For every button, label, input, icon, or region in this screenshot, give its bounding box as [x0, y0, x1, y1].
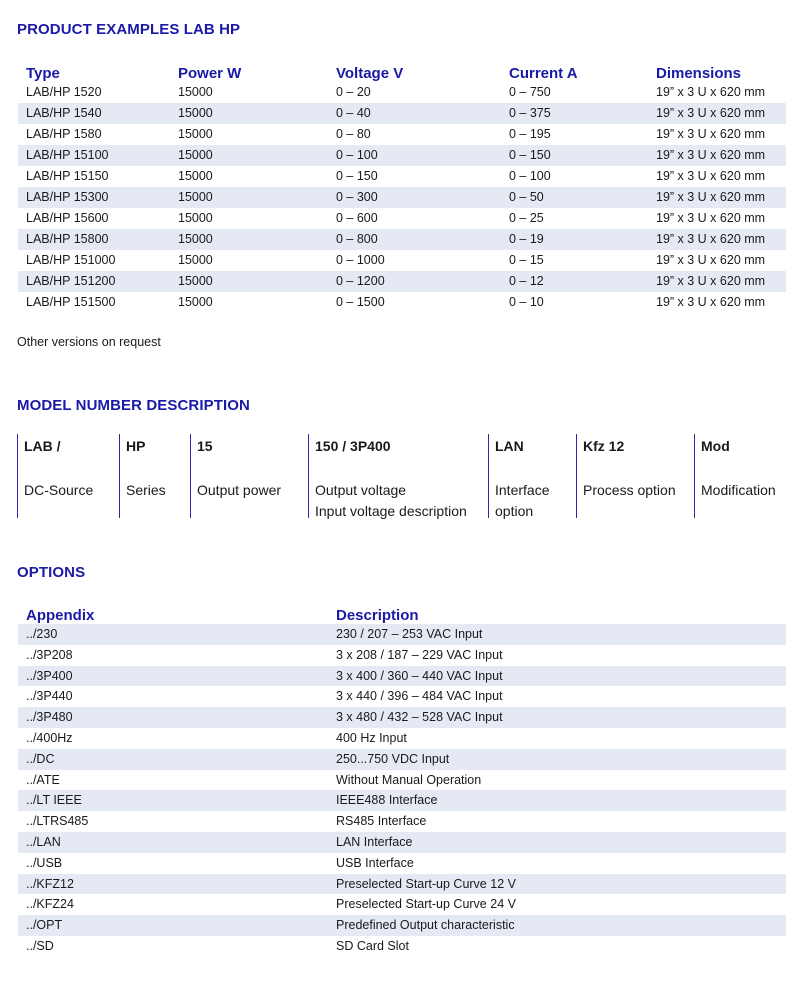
cell-dimensions: 19” x 3 U x 620 mm [656, 295, 766, 309]
cell-dimensions: 19” x 3 U x 620 mm [648, 187, 786, 208]
cell-type: LAB/HP 1520 [26, 85, 102, 99]
model-part-code: 150 / 3P400 [315, 438, 391, 454]
cell-voltage: 0 – 20 [336, 85, 371, 99]
model-part [119, 434, 190, 518]
cell-voltage: 0 – 150 [336, 169, 378, 183]
model-part [576, 434, 694, 518]
cell-voltage: 0 – 800 [328, 229, 501, 250]
cell-description: 3 x 480 / 432 – 528 VAC Input [328, 707, 786, 728]
cell-type: LAB/HP 15800 [18, 229, 170, 250]
cell-dimensions: 19” x 3 U x 620 mm [656, 211, 766, 225]
model-part-description: Modification [701, 482, 776, 498]
table-row [18, 790, 786, 811]
product-table-header-row [18, 60, 786, 82]
cell-type: LAB/HP 1580 [26, 127, 102, 141]
cell-power: 15000 [178, 211, 213, 225]
table-row [18, 874, 786, 895]
cell-appendix: ../LTRS485 [26, 814, 89, 829]
cell-current: 0 – 50 [501, 187, 648, 208]
cell-description: 250...750 VDC Input [328, 749, 786, 770]
cell-current: 0 – 375 [501, 103, 648, 124]
table-row [18, 292, 786, 313]
cell-appendix: ../ATE [26, 772, 60, 787]
other-versions-note: Other versions on request [17, 335, 161, 349]
table-row [18, 82, 786, 103]
cell-type: LAB/HP 15150 [26, 169, 109, 183]
cell-current: 0 – 750 [509, 85, 551, 99]
model-part-description: Interface option [495, 482, 550, 519]
model-number-breakdown [17, 434, 784, 518]
table-row [18, 103, 786, 124]
cell-dimensions: 19” x 3 U x 620 mm [648, 103, 786, 124]
table-row [18, 145, 786, 166]
table-row [18, 749, 786, 770]
table-row [18, 832, 786, 853]
table-row [18, 271, 786, 292]
cell-description: 3 x 400 / 360 – 440 VAC Input [328, 666, 786, 687]
cell-type: LAB/HP 15100 [18, 145, 170, 166]
cell-description: Preselected Start-up Curve 24 V [336, 897, 516, 912]
table-row [18, 707, 786, 728]
cell-appendix: ../3P480 [18, 707, 328, 728]
cell-power: 15000 [178, 253, 213, 267]
cell-description: RS485 Interface [336, 814, 427, 829]
cell-type: LAB/HP 1540 [18, 103, 170, 124]
cell-power: 15000 [170, 187, 328, 208]
cell-power: 15000 [178, 85, 213, 99]
cell-appendix: ../USB [26, 855, 63, 870]
cell-voltage: 0 – 40 [328, 103, 501, 124]
model-part-code: 15 [197, 438, 213, 454]
table-row [18, 624, 786, 645]
product-examples-title: PRODUCT EXAMPLES LAB HP [17, 21, 241, 38]
cell-type: LAB/HP 151500 [26, 295, 116, 309]
model-part-code: LAN [495, 438, 524, 454]
table-row [18, 770, 786, 791]
header-type: Type [26, 65, 60, 82]
cell-appendix: ../DC [18, 749, 328, 770]
cell-current: 0 – 100 [509, 169, 551, 183]
cell-dimensions: 19” x 3 U x 620 mm [656, 85, 766, 99]
cell-appendix: ../3P208 [26, 647, 73, 662]
model-part [694, 434, 784, 518]
table-row [18, 166, 786, 187]
model-number-title: MODEL NUMBER DESCRIPTION [17, 397, 250, 414]
cell-type: LAB/HP 15600 [26, 211, 109, 225]
cell-dimensions: 19” x 3 U x 620 mm [648, 229, 786, 250]
cell-description: USB Interface [336, 855, 414, 870]
cell-description: Preselected Start-up Curve 12 V [328, 874, 786, 895]
cell-dimensions: 19” x 3 U x 620 mm [648, 145, 786, 166]
cell-appendix: ../LT IEEE [18, 790, 328, 811]
model-part-code: Kfz 12 [583, 438, 625, 454]
table-row [18, 666, 786, 687]
table-row [18, 853, 786, 874]
cell-current: 0 – 19 [501, 229, 648, 250]
model-part [17, 434, 119, 518]
cell-voltage: 0 – 80 [336, 127, 371, 141]
cell-power: 15000 [178, 127, 213, 141]
cell-type: LAB/HP 15300 [18, 187, 170, 208]
model-part [190, 434, 308, 518]
table-row [18, 686, 786, 707]
model-part-description: Series [126, 482, 166, 498]
cell-description: 3 x 440 / 396 – 484 VAC Input [336, 689, 503, 704]
cell-dimensions: 19” x 3 U x 620 mm [656, 253, 766, 267]
model-part-description: DC-Source [24, 482, 94, 498]
cell-appendix: ../3P400 [18, 666, 328, 687]
cell-power: 15000 [178, 295, 213, 309]
cell-current: 0 – 25 [509, 211, 544, 225]
cell-appendix: ../400Hz [26, 730, 73, 745]
cell-current: 0 – 150 [501, 145, 648, 166]
model-part-code: HP [126, 438, 146, 454]
cell-description: LAN Interface [328, 832, 786, 853]
model-part-code: Mod [701, 438, 730, 454]
cell-dimensions: 19” x 3 U x 620 mm [656, 169, 766, 183]
cell-voltage: 0 – 1200 [328, 271, 501, 292]
model-part-description: Process option [583, 482, 676, 498]
product-examples-table [18, 60, 786, 313]
cell-voltage: 0 – 1500 [336, 295, 385, 309]
cell-current: 0 – 12 [501, 271, 648, 292]
cell-dimensions: 19” x 3 U x 620 mm [656, 127, 766, 141]
header-dimensions: Dimensions [656, 65, 742, 82]
cell-description: IEEE488 Interface [328, 790, 786, 811]
cell-current: 0 – 195 [509, 127, 551, 141]
model-part-code: LAB / [24, 438, 61, 454]
cell-dimensions: 19” x 3 U x 620 mm [648, 271, 786, 292]
cell-description: 3 x 208 / 187 – 229 VAC Input [336, 647, 503, 662]
table-row [18, 645, 786, 666]
cell-appendix: ../KFZ24 [26, 897, 74, 912]
table-row [18, 936, 786, 957]
cell-voltage: 0 – 1000 [336, 253, 385, 267]
cell-type: LAB/HP 151000 [26, 253, 116, 267]
model-part-description: Output voltage Input voltage description [315, 482, 467, 519]
model-part-description: Output power [197, 482, 282, 498]
cell-appendix: ../230 [18, 624, 328, 645]
cell-description: 230 / 207 – 253 VAC Input [328, 624, 786, 645]
table-row [18, 915, 786, 936]
cell-power: 15000 [170, 271, 328, 292]
table-row [18, 811, 786, 832]
table-row [18, 124, 786, 145]
cell-appendix: ../SD [26, 938, 54, 953]
cell-current: 0 – 10 [509, 295, 544, 309]
table-row [18, 229, 786, 250]
header-description: Description [336, 607, 419, 624]
cell-voltage: 0 – 300 [328, 187, 501, 208]
header-appendix: Appendix [26, 607, 95, 624]
table-row [18, 187, 786, 208]
table-row [18, 894, 786, 915]
cell-voltage: 0 – 100 [328, 145, 501, 166]
table-row [18, 250, 786, 271]
cell-voltage: 0 – 600 [336, 211, 378, 225]
cell-appendix: ../3P440 [26, 689, 73, 704]
cell-description: SD Card Slot [336, 938, 409, 953]
header-power: Power W [178, 65, 242, 82]
options-table-header-row [18, 602, 786, 624]
cell-power: 15000 [178, 169, 213, 183]
cell-description: Predefined Output characteristic [328, 915, 786, 936]
options-table [18, 602, 786, 957]
model-part [488, 434, 576, 518]
cell-appendix: ../OPT [18, 915, 328, 936]
cell-power: 15000 [170, 103, 328, 124]
cell-type: LAB/HP 151200 [18, 271, 170, 292]
cell-current: 0 – 15 [509, 253, 544, 267]
header-voltage: Voltage V [336, 65, 404, 82]
model-part [308, 434, 488, 518]
cell-power: 15000 [170, 229, 328, 250]
table-row [18, 728, 786, 749]
options-title: OPTIONS [17, 564, 86, 581]
cell-power: 15000 [170, 145, 328, 166]
header-current: Current A [509, 65, 578, 82]
cell-appendix: ../KFZ12 [18, 874, 328, 895]
cell-description: Without Manual Operation [336, 772, 482, 787]
cell-description: 400 Hz Input [336, 730, 407, 745]
table-row [18, 208, 786, 229]
cell-appendix: ../LAN [18, 832, 328, 853]
